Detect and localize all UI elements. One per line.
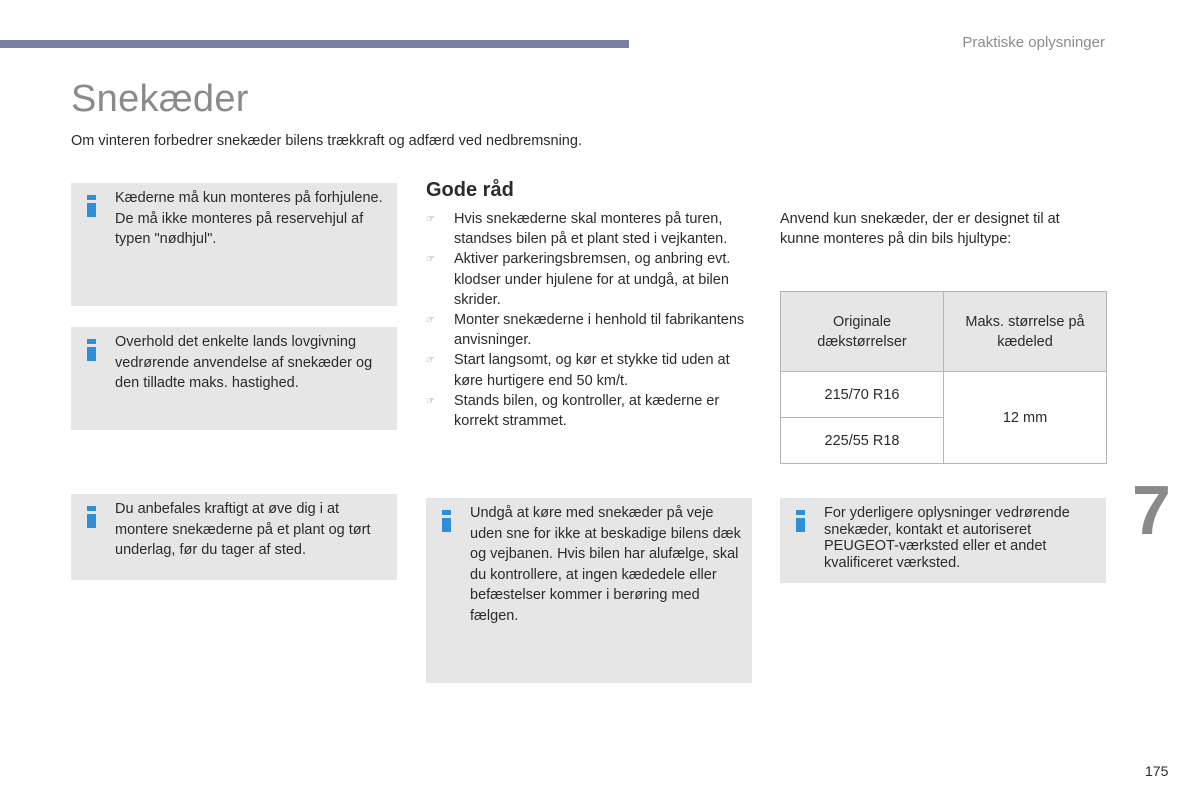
table-header-max-link: Maks. størrelse på kædeled xyxy=(944,292,1107,372)
info-icon xyxy=(87,506,96,528)
pointing-hand-icon: ☞ xyxy=(426,355,435,367)
page-number: 175 xyxy=(1145,763,1169,779)
pointing-hand-icon: ☞ xyxy=(426,315,435,327)
info-box-practice xyxy=(71,494,397,580)
table-cell-max-link: 12 mm xyxy=(944,372,1107,464)
info-box-text: Kæderne må kun monteres på forhjulene. De må ikke monteres på reservehjul af typen "nødhjul". xyxy=(115,190,383,247)
intro-text: Om vinteren forbedrer snekæder bilens trækkraft og adfærd ved nedbremsning. xyxy=(71,133,582,149)
list-item: ☞ Aktiver parkeringsbremsen, og anbring evt. klodser under hjulene for at undgå, at bilen skrider. xyxy=(426,251,731,308)
info-icon xyxy=(442,510,451,532)
list-item: ☞ Start langsomt, og kør et stykke tid uden at køre hurtigere end 50 km/t. xyxy=(426,352,730,389)
list-item: ☞ Hvis snekæderne skal monteres på turen, standses bilen på et plant sted i vejkanten. xyxy=(426,211,728,248)
page-title: Snekæder xyxy=(71,78,249,120)
info-box-front-wheels xyxy=(71,183,397,306)
header-accent-bar xyxy=(0,40,629,48)
info-box-legislation xyxy=(71,327,397,430)
table-cell-size: 215/70 R16 xyxy=(781,372,944,418)
advice-heading: Gode råd xyxy=(426,179,514,201)
info-icon xyxy=(87,339,96,361)
list-item: ☞ Stands bilen, og kontroller, at kæderne er korrekt strammet. xyxy=(426,392,720,430)
table-cell-size: 225/55 R18 xyxy=(781,418,944,464)
list-item: ☞ Monter snekæderne i henhold til fabrikantens anvisninger. xyxy=(426,312,745,349)
compatibility-text: Anvend kun snekæder, der er designet til at kunne monteres på din bils hjultype: xyxy=(780,211,1060,248)
chapter-number: 7 xyxy=(1132,471,1171,549)
info-icon xyxy=(87,195,96,217)
pointing-hand-icon: ☞ xyxy=(426,395,435,407)
pointing-hand-icon: ☞ xyxy=(426,254,435,266)
info-box-text: Du anbefales kraftigt at øve dig i at montere snekæderne på et plant og tørt underlag, før du tager af sted. xyxy=(115,501,371,558)
advice-list xyxy=(426,209,752,431)
info-box-workshop xyxy=(780,498,1106,583)
info-box-no-snow xyxy=(426,498,752,683)
tire-size-table xyxy=(780,291,1107,464)
info-box-text: Undgå at køre med snekæder på veje uden sne for ikke at beskadige bilens dæk og vejbanen. Hvis bilen har alufælge, skal du kontrollere, at ingen kædedele eller befæstelser kommer i berøring med fælgen. xyxy=(470,505,741,624)
table-row xyxy=(781,372,1107,418)
info-box-text: Overhold det enkelte lands lovgivning vedrørende anvendelse af snekæder og den tilladte maks. hastighed. xyxy=(115,334,373,391)
pointing-hand-icon: ☞ xyxy=(426,214,435,225)
info-box-text: For yderligere oplysninger vedrørende snekæder, kontakt et autoriseret PEUGEOT-værksted eller et andet kvalificeret værksted. xyxy=(824,505,1070,571)
chapter-title: Praktiske oplysninger xyxy=(962,34,1105,51)
info-icon xyxy=(796,510,805,532)
table-header-original-sizes: Originale dækstørrelser xyxy=(781,292,944,372)
